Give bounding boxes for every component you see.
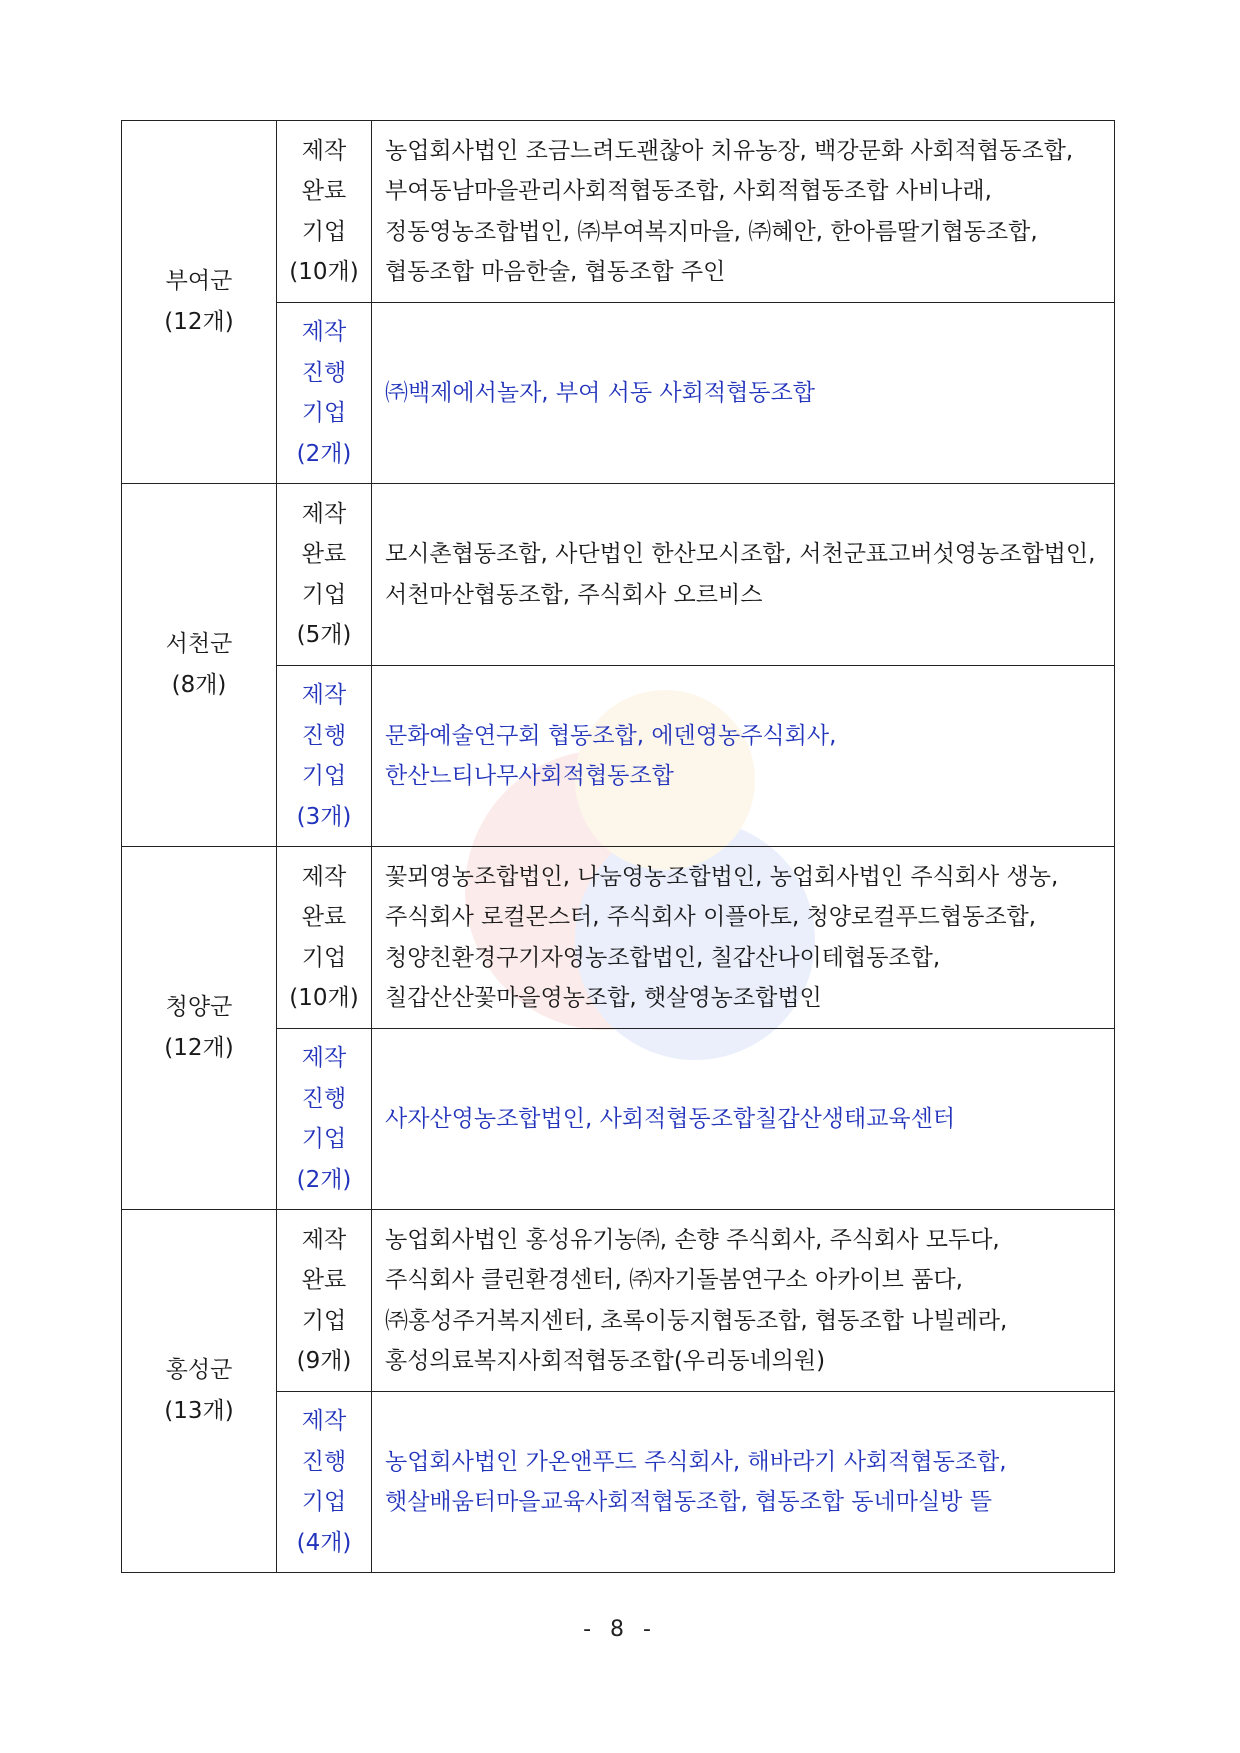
region-row-done [122, 1210, 1115, 1392]
status-label-line: 진행 [301, 1085, 347, 1112]
completed-companies [372, 1210, 1115, 1392]
status-label-line: (4개) [296, 1529, 352, 1556]
company-list-line: 청양친환경구기자영농조합법인, 칠갑산나이테협동조합, [385, 944, 941, 971]
status-label-line: 제작 [301, 500, 347, 527]
status-label-line: 제작 [301, 682, 347, 708]
status-label-line: 제작 [301, 863, 347, 890]
status-completed [277, 847, 372, 1029]
status-label-line: 완료 [301, 904, 347, 930]
region-name: 청양군 [165, 994, 233, 1020]
company-list-line: 서천마산협동조합, 주식회사 오르비스 [385, 581, 763, 608]
company-list-line: 햇살배움터마을교육사회적협동조합, 협동조합 동네마실방 뜰 [385, 1489, 992, 1515]
region-total: (13개) [164, 1398, 234, 1424]
status-label-line: (5개) [296, 622, 352, 648]
completed-companies [372, 484, 1115, 666]
company-list-line: 농업회사법인 홍성유기농㈜, 손향 주식회사, 주식회사 모두다, [385, 1226, 1000, 1253]
company-list-line: 정동영농조합법인, ㈜부여복지마을, ㈜혜안, 한아름딸기협동조합, [385, 218, 1038, 245]
status-label-line: 기업 [301, 400, 347, 426]
company-list-line: 협동조합 마음한술, 협동조합 주인 [385, 259, 726, 285]
status-in-progress [277, 1029, 372, 1210]
status-label-line: 제작 [301, 1226, 347, 1253]
status-in-progress [277, 666, 372, 847]
company-list-line: ㈜백제에서놀자, 부여 서동 사회적협동조합 [385, 379, 815, 406]
company-list-line: 칠갑산산꽃마을영농조합, 햇살영농조합법인 [385, 985, 822, 1011]
status-label-line: 기업 [301, 1307, 347, 1334]
region-row-done [122, 847, 1115, 1029]
status-label-line: 진행 [301, 359, 347, 386]
status-label-line: 기업 [301, 944, 347, 971]
status-in-progress [277, 303, 372, 484]
status-label-line: (10개) [289, 259, 359, 285]
company-list-line: 문화예술연구회 협동조합, 에덴영농주식회사, [385, 722, 837, 749]
companies-table [121, 120, 1115, 1573]
status-label-line: (2개) [296, 1166, 352, 1193]
status-completed [277, 484, 372, 666]
status-label-line: 제작 [301, 137, 347, 164]
in-progress-companies [372, 666, 1115, 847]
company-list-line: 주식회사 클린환경센터, ㈜자기돌봄연구소 아카이브 품다, [385, 1267, 963, 1293]
status-label-line: (10개) [289, 985, 359, 1011]
region-name: 서천군 [165, 631, 233, 657]
status-label-line: 제작 [301, 1045, 347, 1071]
region-total: (12개) [164, 309, 234, 335]
page-number: - 8 - [583, 1617, 657, 1642]
in-progress-companies [372, 1392, 1115, 1573]
company-list-line: 사자산영농조합법인, 사회적협동조합칠갑산생태교육센터 [385, 1105, 956, 1132]
status-label-line: 제작 [301, 319, 347, 345]
region-cell [122, 1210, 277, 1573]
company-list-line: 주식회사 로컬몬스터, 주식회사 이플아토, 청양로컬푸드협동조합, [385, 904, 1037, 930]
status-label-line: 기업 [301, 581, 347, 608]
region-row-done [122, 484, 1115, 666]
region-name: 부여군 [165, 268, 233, 294]
in-progress-companies [372, 1029, 1115, 1210]
company-list-line: 모시촌협동조합, 사단법인 한산모시조합, 서천군표고버섯영농조합법인, [385, 541, 1096, 567]
status-label-line: 기업 [301, 1489, 347, 1515]
completed-companies [372, 121, 1115, 303]
completed-companies [372, 847, 1115, 1029]
company-list-line: 꽃뫼영농조합법인, 나눔영농조합법인, 농업회사법인 주식회사 생농, [385, 863, 1059, 890]
company-list-line: 홍성의료복지사회적협동조합(우리동네의원) [385, 1348, 826, 1374]
status-label-line: (3개) [296, 803, 352, 830]
status-label-line: 진행 [301, 1448, 347, 1475]
region-cell [122, 847, 277, 1210]
company-list-line: ㈜홍성주거복지센터, 초록이둥지협동조합, 협동조합 나빌레라, [385, 1307, 1008, 1334]
status-completed [277, 1210, 372, 1392]
company-list-line: 농업회사법인 가온앤푸드 주식회사, 해바라기 사회적협동조합, [385, 1448, 1007, 1475]
region-cell [122, 121, 277, 484]
region-cell [122, 484, 277, 847]
status-label-line: 기업 [301, 218, 347, 245]
in-progress-companies [372, 303, 1115, 484]
status-in-progress [277, 1392, 372, 1573]
status-label-line: 완료 [301, 1267, 347, 1293]
region-name: 홍성군 [165, 1357, 233, 1383]
company-list-line: 한산느티나무사회적협동조합 [385, 763, 674, 789]
status-label-line: 기업 [301, 763, 347, 789]
region-total: (8개) [171, 672, 227, 698]
status-label-line: 완료 [301, 178, 347, 204]
status-label-line: 제작 [301, 1408, 347, 1434]
status-label-line: (2개) [296, 440, 352, 467]
status-label-line: 진행 [301, 722, 347, 749]
region-total: (12개) [164, 1035, 234, 1061]
status-completed [277, 121, 372, 303]
region-row-done [122, 121, 1115, 303]
status-label-line: (9개) [296, 1348, 352, 1374]
company-list-line: 농업회사법인 조금느려도괜찮아 치유농장, 백강문화 사회적협동조합, [385, 137, 1074, 164]
company-list-line: 부여동남마을관리사회적협동조합, 사회적협동조합 사비나래, [385, 178, 992, 204]
status-label-line: 완료 [301, 541, 347, 567]
status-label-line: 기업 [301, 1126, 347, 1152]
